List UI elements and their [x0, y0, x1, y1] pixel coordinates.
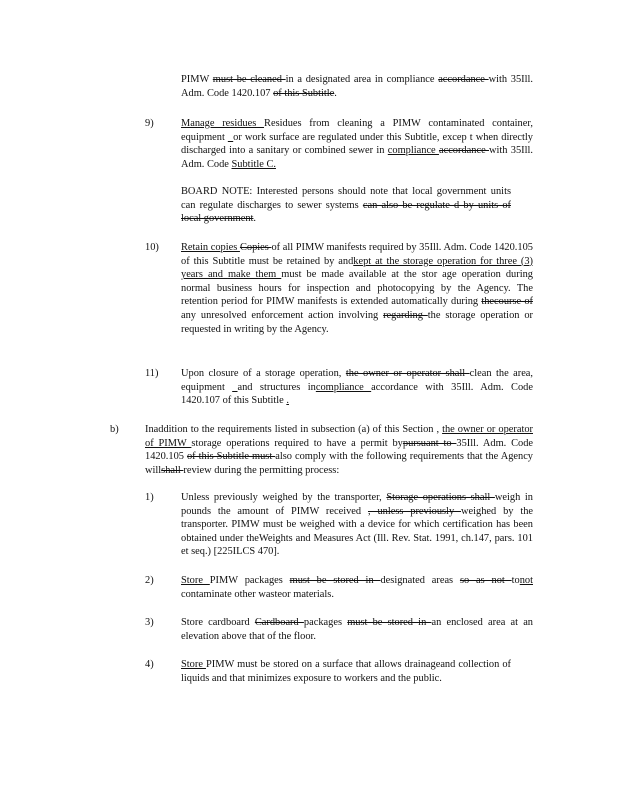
- item-10-number: 10): [145, 242, 159, 253]
- item-b2-number: 2): [145, 575, 154, 586]
- item-11-number: 11): [145, 368, 159, 379]
- item-b3-text: Store cardboard Cardboard packages must be stored in an enclosed area at an elevation above that of the floor.: [181, 617, 533, 642]
- item-b4-text: Store PIMW must be stored on a surface that allows drainageand collection of liquids and that minimizes exposure to workers and the public.: [181, 659, 512, 684]
- subsection-b-label: b): [110, 424, 119, 435]
- item-b3-number: 3): [145, 617, 154, 628]
- item-10-text: Retain copies Copies of all PIMW manifests required by 35Ill. Adm. Code 1420.105 of this Subtitle must be retained by andkept at the storage operation for three (3) years and make them must be made available at the stor age operation during normal business hours for inspection and photocopying by the Agency. The retention period for PIMW manifests is extended automatically during thecourse of any unresolved enforcement action involving regarding the storage operation or requested in writing by the Agency.: [181, 242, 533, 335]
- continuation-paragraph: PIMW must be cleaned in a designated area in compliance accordance with 35Ill. Adm. Code 1420.107 of this Subtitle.: [181, 74, 533, 99]
- item-9-number: 9): [145, 118, 154, 129]
- item-9-text: Manage residues Residues from cleaning a PIMW contaminated container, equipment _or work surface are regulated under this Subtitle, excep t when directly discharged into a sanitary or combined sewer in compliance accordance with 35Ill. Adm. Code Subtitle C.: [181, 118, 533, 170]
- item-b4-number: 4): [145, 659, 154, 670]
- item-11-text: Upon closure of a storage operation, the owner or operator shall clean the area, equipment _and structures incompliance accordance with 35Ill. Adm. Code 1420.107 of this Subtitle .: [181, 368, 534, 407]
- item-b1-number: 1): [145, 492, 154, 503]
- item-b1-text: Unless previously weighed by the transporter, Storage operations shall weigh in pounds the amount of PIMW received , unless previously weighed by the transporter. PIMW must be weighed with a device for which certification has been obtained under theWeights and Measures Act (Ill. Rev. Stat. 1991, ch.147, pars. 101 et seq.) [225ILCS 470].: [181, 492, 534, 558]
- item-b2-text: Store PIMW packages must be stored in designated areas so as not tonot contaminate other wasteor materials.: [181, 575, 533, 600]
- board-note: BOARD NOTE: Interested persons should note that local government units can regulate discharges to sewer systems can also be regulate d by units of local government.: [181, 186, 511, 225]
- subsection-b-text: Inaddition to the requirements listed in subsection (a) of this Section , the owner or operator of PIMW storage operations required to have a permit bypursuant to 35Ill. Adm. Code 1420.105 of this Subtitle must also comply with the following requirements that the Agency willshall review during the permitting process:: [145, 424, 534, 476]
